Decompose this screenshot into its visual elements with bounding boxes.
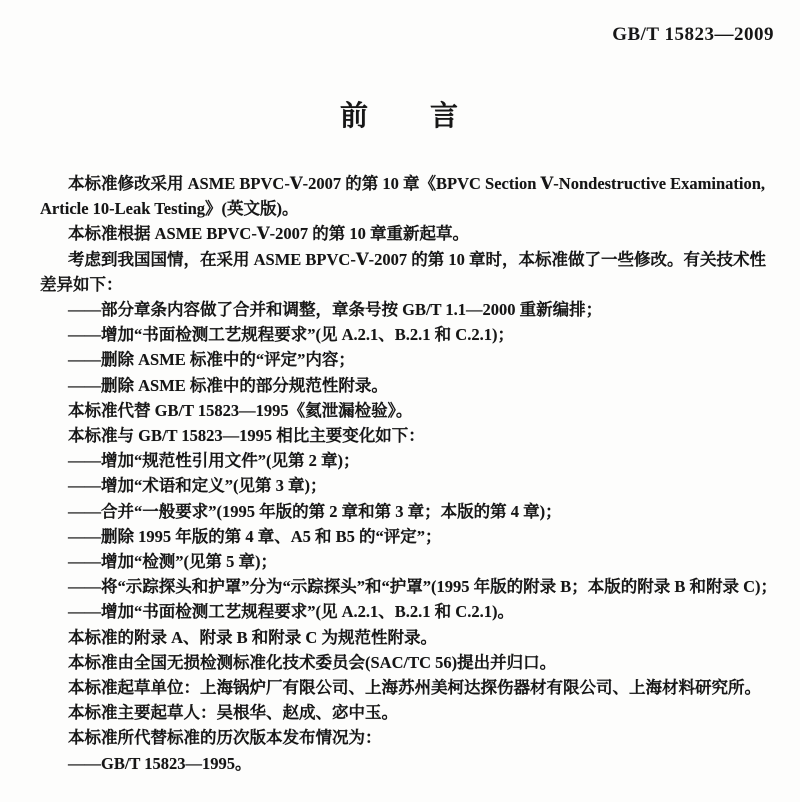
foreword-list-item: ——删除 1995 年版的第 4 章、A5 和 B5 的“评定”； — [68, 526, 442, 546]
foreword-list-item: ——合并“一般要求”(1995 年版的第 2 章和第 3 章；本版的第 4 章)； — [68, 501, 562, 521]
foreword-list-item: ——删除 ASME 标准中的“评定”内容； — [68, 350, 355, 370]
foreword-line: 本标准所代替标准的历次版本发布情况为： — [68, 728, 382, 748]
foreword-list-item: ——增加“检测”(见第 5 章)； — [68, 552, 277, 572]
foreword-list-item: ——部分章条内容做了合并和调整，章条号按 GB/T 1.1—2000 重新编排； — [68, 300, 603, 320]
doc-number: GB/T 15823—2009 — [612, 24, 774, 45]
foreword-list-item: ——增加“术语和定义”(见第 3 章)； — [68, 476, 327, 496]
foreword-list-item: ——GB/T 15823—1995。 — [68, 753, 252, 773]
foreword-line: Article 10-Leak Testing》(英文版)。 — [40, 199, 299, 219]
foreword-line: 本标准与 GB/T 15823—1995 相比主要变化如下： — [68, 426, 425, 446]
foreword-line: 差异如下： — [40, 274, 123, 294]
foreword-line: 本标准主要起草人：吴根华、赵成、宓中玉。 — [68, 703, 398, 723]
page-title: 前 言 — [339, 101, 460, 132]
foreword-list-item: ——增加“书面检测工艺规程要求”(见 A.2.1、B.2.1 和 C.2.1)。 — [68, 602, 514, 622]
foreword-line: 本标准起草单位：上海锅炉厂有限公司、上海苏州美柯达探伤器材有限公司、上海材料研究所。 — [68, 678, 761, 698]
foreword-line: 本标准由全国无损检测标准化技术委员会(SAC/TC 56)提出并归口。 — [68, 652, 557, 672]
foreword-line: 本标准根据 ASME BPVC-Ⅴ-2007 的第 10 章重新起草。 — [68, 224, 470, 244]
foreword-line: 本标准修改采用 ASME BPVC-Ⅴ-2007 的第 10 章《BPVC Section Ⅴ-Nondestructive Examination, — [68, 174, 766, 193]
foreword-list-item: ——删除 ASME 标准中的部分规范性附录。 — [68, 375, 388, 395]
foreword-list-item: ——将“示踪探头和护罩”分为“示踪探头”和“护罩”(1995 年版的附录 B；本版的附录 B 和附录 C)； — [68, 577, 778, 597]
foreword-line: 本标准代替 GB/T 15823—1995《氦泄漏检验》。 — [68, 400, 413, 420]
foreword-list-item: ——增加“规范性引用文件”(见第 2 章)； — [68, 451, 360, 471]
foreword-line: 考虑到我国国情，在采用 ASME BPVC-Ⅴ-2007 的第 10 章时，本标准做了一些修改。有关技术性 — [68, 249, 767, 269]
foreword-body — [40, 171, 782, 776]
foreword-line: 本标准的附录 A、附录 B 和附录 C 为规范性附录。 — [68, 627, 437, 647]
foreword-list-item: ——增加“书面检测工艺规程要求”(见 A.2.1、B.2.1 和 C.2.1)； — [68, 325, 514, 345]
